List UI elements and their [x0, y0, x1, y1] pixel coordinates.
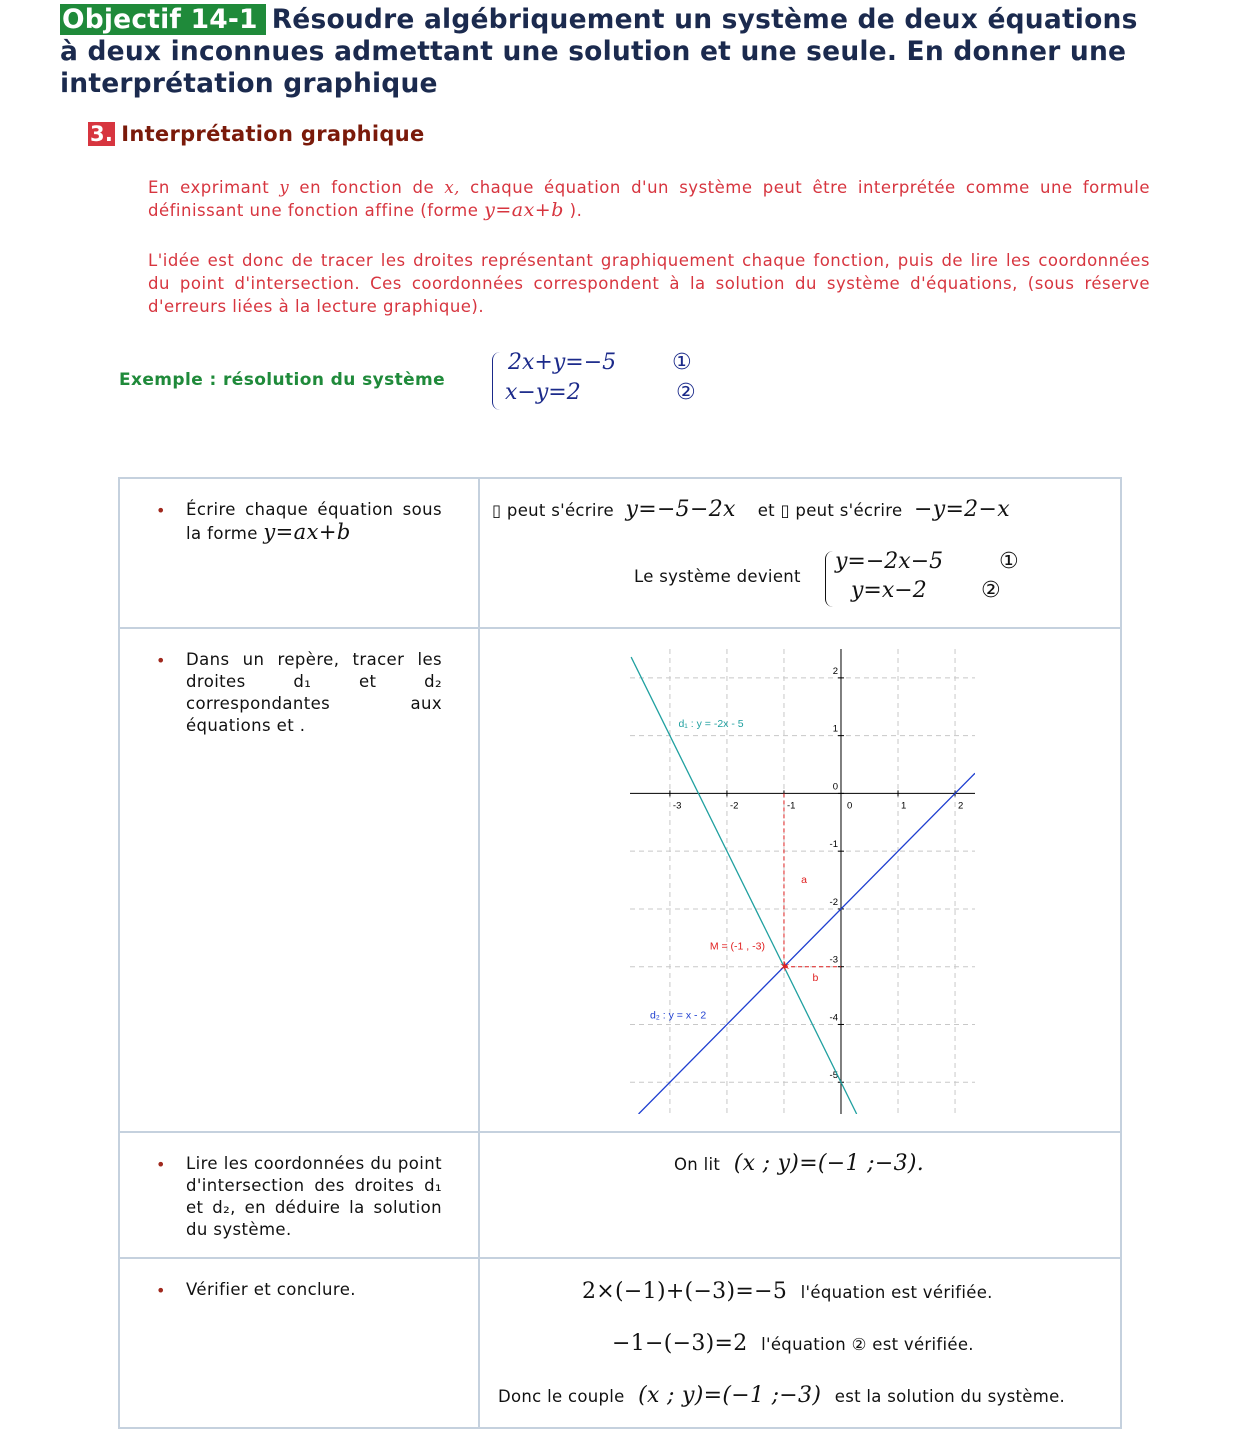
- reading-line: [674, 1151, 924, 1176]
- line-d1: [631, 657, 857, 1114]
- section-title: Interprétation graphique: [121, 122, 425, 146]
- intersection-point-icon: ✶: [778, 959, 791, 976]
- conclusion-text: est la solution du système.: [834, 1387, 1066, 1406]
- annotation-a: a: [801, 873, 807, 886]
- example-eq-2: x−y=2: [505, 380, 581, 405]
- y-tick-label: 0: [832, 781, 838, 793]
- affine-formula: y=ax+b: [484, 199, 564, 221]
- step-text: Vérifier et conclure.: [186, 1280, 356, 1299]
- intro-text: ).: [563, 201, 583, 220]
- result-cell: [479, 1258, 1121, 1428]
- step-formula: y=ax+b: [263, 520, 351, 544]
- verify-text-2: l'équation ② est vérifiée.: [761, 1335, 974, 1354]
- y-tick-label: -3: [829, 954, 838, 966]
- rewritten-eq-2: y=x−2: [851, 578, 927, 603]
- x-tick-label: 2: [958, 800, 964, 812]
- example-system: [490, 348, 710, 418]
- objective-badge: Objectif 14-1: [60, 4, 266, 35]
- system-brace: [492, 352, 501, 410]
- circled-1-icon: ①: [672, 350, 692, 375]
- reading-eq: (x ; y)=(−1 ;−3).: [733, 1151, 925, 1176]
- example-label: Exemple : résolution du système: [119, 370, 446, 390]
- result-cell: [479, 1132, 1121, 1258]
- table-row: [119, 1132, 1121, 1258]
- system-brace: [825, 551, 834, 607]
- page-title: [60, 4, 1180, 100]
- system-devient-label: Le système devient: [634, 567, 801, 586]
- method-table: [118, 477, 1122, 1429]
- verify-line-2: [612, 1331, 974, 1356]
- step-text: Lire les coordonnées du point d'intersection des droites d₁ et d₂, en déduire la solution du système.: [186, 1154, 442, 1239]
- y-tick-label: -2: [829, 896, 838, 908]
- y-tick-label: -4: [829, 1012, 838, 1024]
- bullet-icon: •: [156, 1155, 166, 1174]
- verify-line-1: [582, 1279, 993, 1304]
- verify-text-1: l'équation est vérifiée.: [800, 1283, 993, 1302]
- rewrite-eq-2: −y=2−x: [913, 497, 1010, 522]
- var-y: y: [279, 178, 290, 197]
- missing-glyph-1-icon: ▯: [492, 501, 502, 520]
- circled-2-icon: ②: [981, 578, 1001, 603]
- intro-text: chaque équation d'un système peut être interprétée comme une formule définissant une fonction affine (forme: [148, 178, 1150, 220]
- y-tick-label: 2: [832, 665, 838, 677]
- annotation-b: b: [812, 972, 819, 985]
- title-line-2: à deux inconnues admettant une solution et une seule. En donner une: [60, 36, 1127, 67]
- step-label: Écrire chaque équation sous la forme: [186, 500, 442, 543]
- section-number: 3.: [90, 122, 114, 146]
- rewritten-eq-1: y=−2x−5: [835, 549, 944, 574]
- rewrite-line: [492, 497, 1010, 522]
- conclusion-eq: (x ; y)=(−1 ;−3): [638, 1383, 822, 1408]
- y-tick-label: 1: [832, 723, 838, 735]
- intro-paragraph-1: [148, 176, 1150, 222]
- label-d1: d₁ : y = -2x - 5: [678, 717, 744, 730]
- x-tick-label: 1: [901, 800, 907, 812]
- step-text: Dans un repère, tracer les droites d₁ et d₂ correspondantes aux équations et .: [186, 650, 442, 735]
- title-line-1: Résoudre algébriquement un système de deux équations: [271, 4, 1138, 35]
- title-line-3: interprétation graphique: [60, 68, 438, 99]
- reading-label: On lit: [674, 1155, 721, 1174]
- step-text: [186, 499, 442, 545]
- rewrite-text: et: [757, 501, 781, 520]
- line-d2: [639, 773, 975, 1114]
- step-cell: [119, 1258, 479, 1428]
- x-tick-label: -2: [729, 800, 739, 812]
- x-tick-label: -1: [786, 800, 796, 812]
- circled-2-icon: ②: [676, 380, 696, 405]
- section-heading: [88, 122, 425, 146]
- intro-text: En exprimant: [148, 178, 280, 197]
- step-cell: [119, 478, 479, 628]
- intro-text: en fonction de: [289, 178, 445, 197]
- bullet-icon: •: [156, 501, 166, 520]
- bullet-icon: •: [156, 1281, 166, 1300]
- table-row: [119, 628, 1121, 1132]
- table-row: [119, 1258, 1121, 1428]
- rewritten-system: [825, 547, 1045, 613]
- rewrite-text: peut s'écrire: [501, 501, 620, 520]
- graph-cell: [479, 628, 1121, 1132]
- conclusion-line: [498, 1383, 1065, 1408]
- graph: [630, 649, 975, 1114]
- bullet-icon: •: [156, 651, 166, 670]
- y-tick-label: -1: [829, 839, 838, 851]
- table-row: [119, 478, 1121, 628]
- result-cell: [479, 478, 1121, 628]
- var-x: x,: [444, 178, 460, 197]
- y-tick-label: -5: [829, 1070, 838, 1082]
- x-tick-label: 0: [846, 800, 853, 812]
- step-cell: [119, 1132, 479, 1258]
- label-d2: d₂ : y = x - 2: [649, 1009, 707, 1022]
- rewrite-text: peut s'écrire: [789, 501, 908, 520]
- point-label: M = (-1 , -3): [709, 940, 765, 953]
- rewrite-eq-1: y=−5−2x: [625, 497, 736, 522]
- verify-eq-1: 2×(−1)+(−3)=−5: [582, 1279, 788, 1304]
- example-eq-1: 2x+y=−5: [508, 350, 617, 375]
- circled-1-icon: ①: [999, 549, 1019, 574]
- x-tick-label: -3: [672, 800, 682, 812]
- step-cell: [119, 628, 479, 1132]
- intro-paragraph-2: L'idée est donc de tracer les droites représentant graphiquement chaque fonction, puis de lire les coordonnées du point d'intersection. Ces coordonnées correspondent à la solution du système d'équations, (sous réserve d'erreurs liées à la lecture graphique).: [148, 251, 1150, 316]
- conclusion-text: Donc le couple: [498, 1387, 625, 1406]
- verify-eq-2: −1−(−3)=2: [612, 1331, 748, 1356]
- missing-glyph-2-icon: ▯: [780, 501, 790, 520]
